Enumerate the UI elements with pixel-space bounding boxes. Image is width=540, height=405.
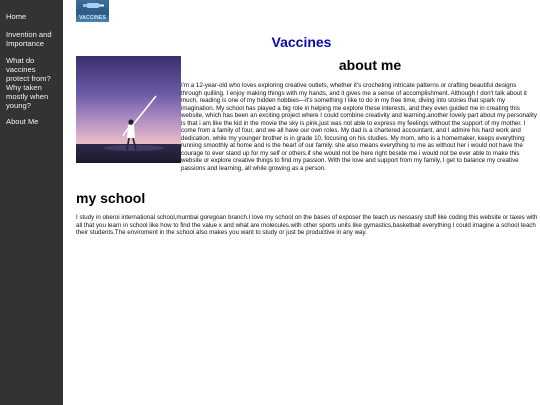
about-me-photo	[76, 56, 181, 163]
my-school-heading: my school	[76, 190, 146, 206]
vaccines-logo[interactable]	[76, 0, 109, 22]
sidebar-item-about-me[interactable]: About Me	[6, 117, 39, 126]
sidebar-nav	[0, 0, 63, 405]
about-me-heading: about me	[338, 57, 402, 73]
about-me-text: I'm a 12-year-old who loves exploring creative outlets, whether it's crocheting intricate patterns or crafting beautiful designs through quilling. I enjoy making things with my hands, and it gives me a sense of accomplishment. Although I don't talk about it much, reading is one of my hidden hobbies—it's something I like to do in my free time, diving into stories that spark my imagination. My school has played a big role in helping me explore these interests, and they even guided me in creating this website, which has been an exciting project where I could combine creativity and learning.another lovely part about my personality is that i am like the kid in the movie the sky is pink,just was not able to express my feelings without the support of my mother. I come from a family of four, and we all have our own roles. My dad is a chartered accountant, and I admire his hard work and dedication, while my younger brother is in grade 10, focusing on his studies. My mom, who is a homemaker, keeps everything running smoothly at home and is the heart of our family. she also means everything to me as without her i would not have the courage to ever stand up for my self or others.if she would not be here right beside me i would not be ever able to make this website or explore creative things to find my passion. With the love and support from my family, I get to balance my creative passions and learning, all while growing as a person.	[181, 82, 537, 172]
sidebar-item-invention-and-importance[interactable]: Invention and Importance	[6, 30, 52, 48]
page-title: Vaccines	[271, 34, 332, 50]
sidebar-item-home[interactable]: Home	[6, 12, 27, 21]
logo-text: VACCINES	[78, 15, 107, 21]
sidebar-item-what-vaccines-protect-from[interactable]: What do vaccines protect from? Why taken mostly when young?	[6, 56, 51, 110]
my-school-text: I study in oberoi international school,mumbai goregoan branch.I love my school on the bases of exposer the teach us nessasry stuff like coding this website or taxes with all that you learn in school like how to find the value x and what are molecules.with other sports units like gymastics,basketball everything I could imagine a school teach their students.The enviroment in the school also makes you want to study or just be productive in any way.	[76, 214, 538, 236]
